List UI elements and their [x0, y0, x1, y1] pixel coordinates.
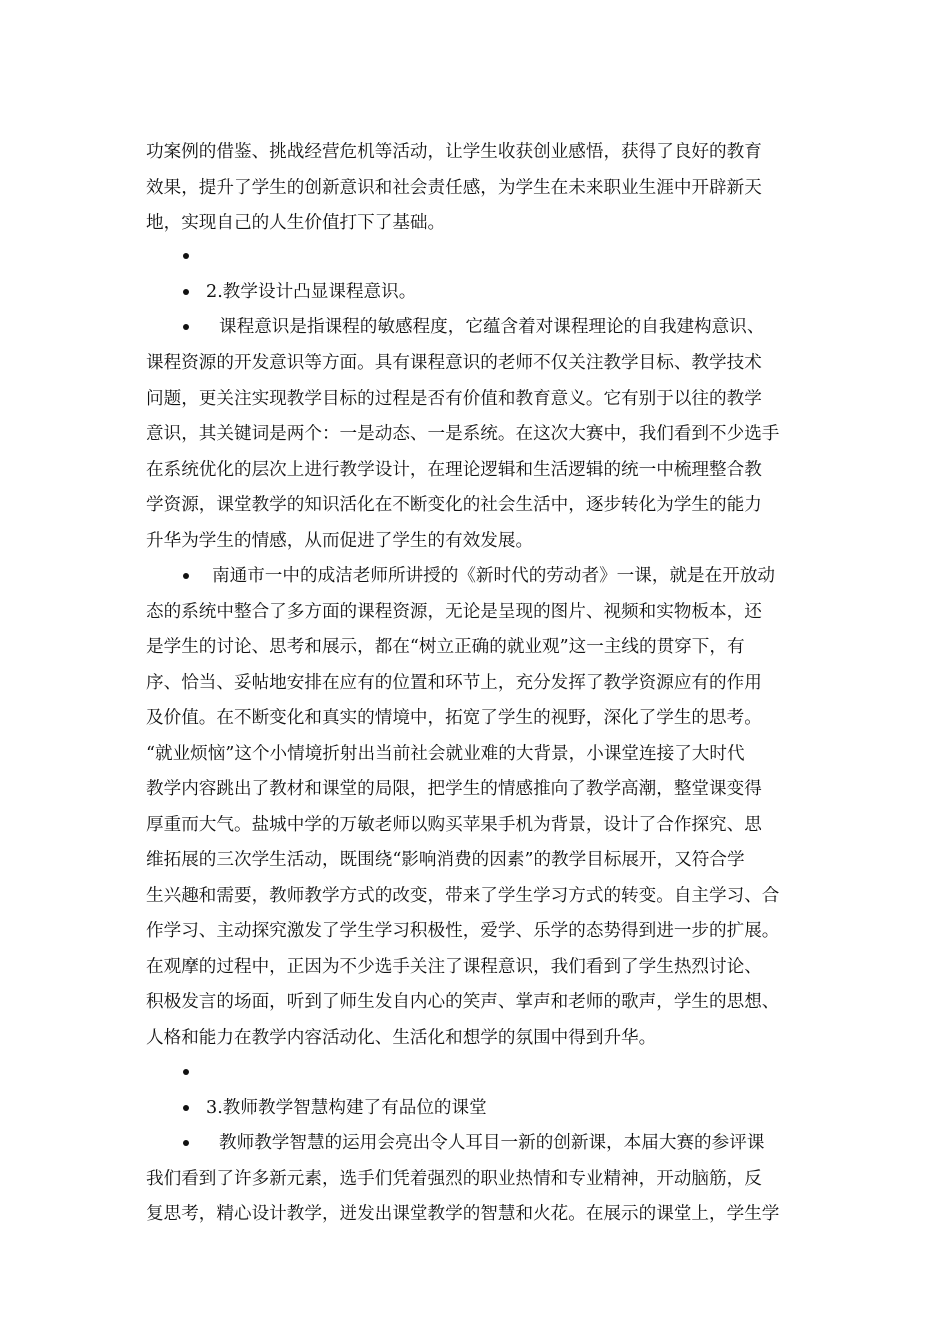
- text-line: 教师教学智慧的运用会亮出令人耳目一新的创新课，本届大赛的参评课: [219, 1133, 765, 1153]
- section-heading: 3.教师教学智慧构建了有品位的课堂: [206, 1098, 487, 1118]
- text-line: 在观摩的过程中，正因为不少选手关注了课程意识，我们看到了学生热烈讨论、: [146, 957, 762, 977]
- section-heading: 2.教学设计凸显课程意识。: [206, 282, 417, 302]
- text-line: 功案例的借鉴、挑战经营危机等活动，让学生收获创业感悟，获得了良好的教育: [146, 142, 762, 162]
- text-line: 是学生的讨论、思考和展示，都在“树立正确的就业观”这一主线的贯穿下，有: [146, 637, 745, 657]
- text-line: 南通市一中的成洁老师所讲授的《新时代的劳动者》一课，就是在开放动: [212, 566, 776, 586]
- bullet-icon: [183, 1140, 189, 1146]
- text-line: 效果，提升了学生的创新意识和社会责任感，为学生在未来职业生涯中开辟新天: [146, 178, 762, 198]
- bullet-icon: [183, 253, 189, 259]
- text-line: 作学习、主动探究激发了学生学习积极性，爱学、乐学的态势得到进一步的扩展。: [146, 921, 780, 941]
- text-line: 学资源，课堂教学的知识活化在不断变化的社会生活中，逐步转化为学生的能力: [146, 495, 762, 515]
- text-line: 复思考，精心设计教学，迸发出课堂教学的智慧和火花。在展示的课堂上，学生学: [146, 1204, 780, 1224]
- text-line: 积极发言的场面，听到了师生发自内心的笑声、掌声和老师的歌声，学生的思想、: [146, 992, 780, 1012]
- text-line: 升华为学生的情感，从而促进了学生的有效发展。: [146, 531, 534, 551]
- text-line: 课程资源的开发意识等方面。具有课程意识的老师不仅关注教学目标、教学技术: [146, 353, 762, 373]
- text-line: 序、恰当、妥帖地安排在应有的位置和环节上，充分发挥了教学资源应有的作用: [146, 673, 762, 693]
- text-line: 态的系统中整合了多方面的课程资源，无论是呈现的图片、视频和实物板本，还: [146, 602, 762, 622]
- text-line: “就业烦恼”这个小情境折射出当前社会就业难的大背景，小课堂连接了大时代: [146, 744, 745, 764]
- text-line: 教学内容跳出了教材和课堂的局限，把学生的情感推向了教学高潮，整堂课变得: [146, 779, 762, 799]
- text-line: 意识，其关键词是两个：一是动态、一是系统。在这次大赛中，我们看到不少选手: [146, 424, 780, 444]
- text-line: 我们看到了许多新元素，选手们凭着强烈的职业热情和专业精神，开动脑筋，反: [146, 1169, 762, 1189]
- text-line: 问题，更关注实现教学目标的过程是否有价值和教育意义。它有别于以往的教学: [146, 389, 762, 409]
- bullet-icon: [183, 573, 189, 579]
- bullet-icon: [183, 324, 189, 330]
- text-line: 生兴趣和需要，教师教学方式的改变，带来了学生学习方式的转变。自主学习、合: [146, 886, 780, 906]
- bullet-icon: [183, 1105, 189, 1111]
- text-line: 及价值。在不断变化和真实的情境中，拓宽了学生的视野，深化了学生的思考。: [146, 708, 762, 728]
- text-line: 课程意识是指课程的敏感程度，它蕴含着对课程理论的自我建构意识、: [219, 317, 765, 337]
- text-line: 厚重而大气。盐城中学的万敏老师以购买苹果手机为背景，设计了合作探究、思: [146, 815, 762, 835]
- text-line: 地，实现自己的人生价值打下了基础。: [146, 213, 446, 233]
- bullet-icon: [183, 1069, 189, 1075]
- text-line: 在系统优化的层次上进行教学设计，在理论逻辑和生活逻辑的统一中梳理整合教: [146, 460, 762, 480]
- text-line: 维拓展的三次学生活动，既围绕“影响消费的因素”的教学目标展开，又符合学: [146, 850, 745, 870]
- bullet-icon: [183, 289, 189, 295]
- text-line: 人格和能力在教学内容活动化、生活化和想学的氛围中得到升华。: [146, 1028, 657, 1048]
